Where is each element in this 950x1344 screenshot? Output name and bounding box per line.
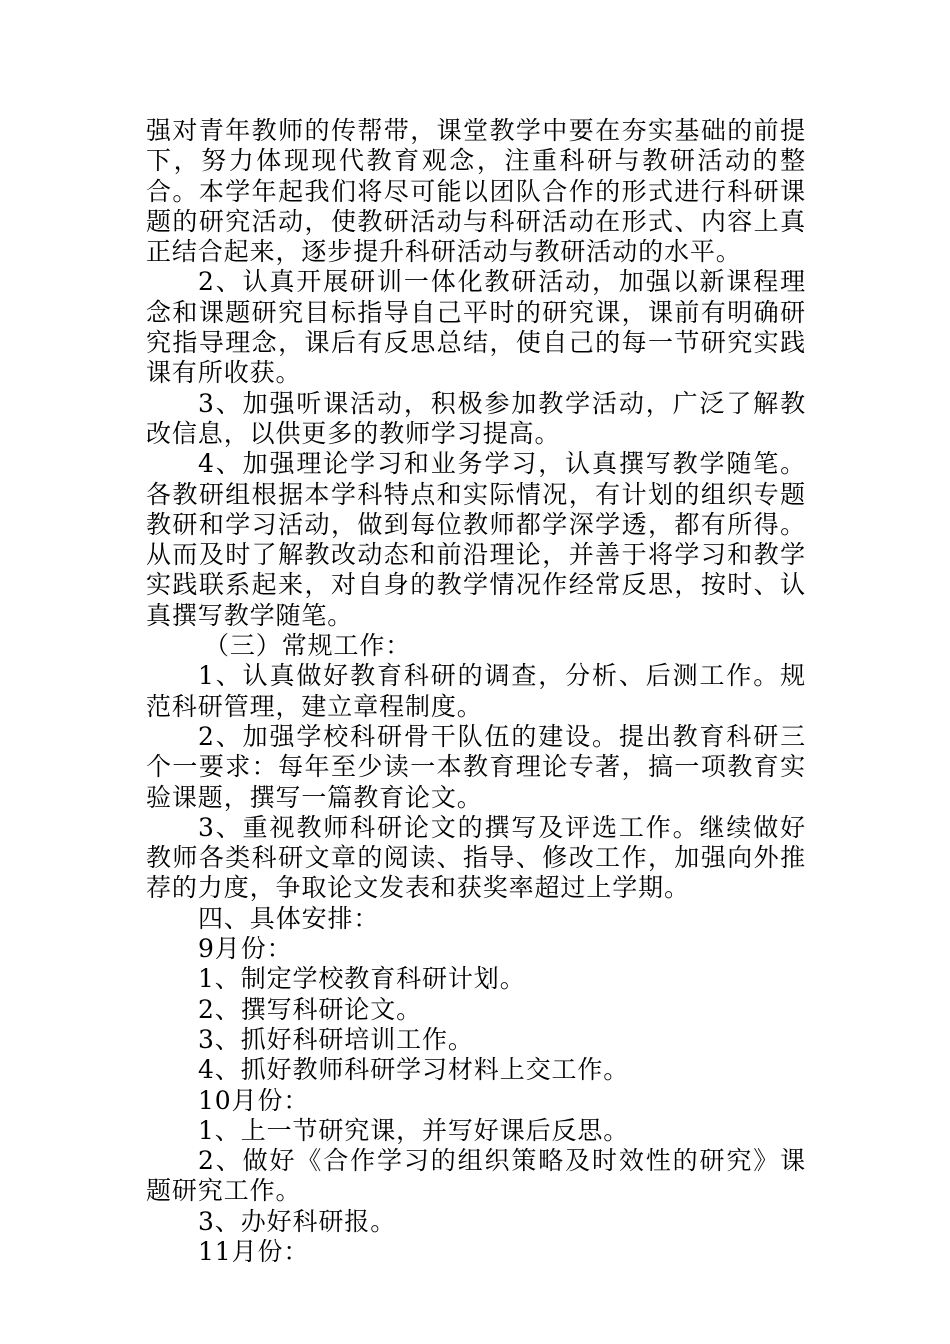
paragraph-routine-item-1: 1、认真做好教育科研的调查，分析、后测工作。规范科研管理，建立章程制度。 [146, 661, 806, 721]
october-item-2: 2、做好《合作学习的组织策略及时效性的研究》课题研究工作。 [146, 1146, 806, 1206]
document-body [146, 116, 806, 1267]
paragraph-routine-item-3: 3、重视教师科研论文的撰写及评选工作。继续做好教师各类科研文章的阅读、指导、修改工作，加强向外推荐的力度，争取论文发表和获奖率超过上学期。 [146, 812, 806, 903]
paragraph-team-research: 强对青年教师的传帮带，课堂教学中要在夯实基础的前提下，努力体现现代教育观念，注重科研与教研活动的整合。本学年起我们将尽可能以团队合作的形式进行科研课题的研究活动，使教研活动与科研活动在形式、内容上真正结合起来，逐步提升科研活动与教研活动的水平。 [146, 116, 806, 267]
section-heading-schedule: 四、具体安排： [198, 903, 380, 933]
section-heading-routine-work: （三）常规工作： [204, 631, 412, 661]
month-heading-october: 10月份： [198, 1085, 310, 1115]
october-item-1: 1、上一节研究课，并写好课后反思。 [198, 1115, 630, 1145]
month-heading-november: 11月份： [198, 1236, 310, 1266]
paragraph-item-2-training: 2、认真开展研训一体化教研活动，加强以新课程理念和课题研究目标指导自己平时的研究课，课前有明确研究指导理念，课后有反思总结，使自己的每一节研究实践课有所收获。 [146, 267, 806, 388]
paragraph-item-3-lesson-observation: 3、加强听课活动，积极参加教学活动，广泛了解教改信息，以供更多的教师学习提高。 [146, 388, 806, 448]
september-item-4: 4、抓好教师科研学习材料上交工作。 [198, 1055, 630, 1085]
paragraph-routine-item-2: 2、加强学校科研骨干队伍的建设。提出教育科研三个一要求：每年至少读一本教育理论专著，搞一项教育实验课题，撰写一篇教育论文。 [146, 721, 806, 812]
september-item-1: 1、制定学校教育科研计划。 [198, 964, 526, 994]
paragraph-item-4-theory-study: 4、加强理论学习和业务学习，认真撰写教学随笔。各教研组根据本学科特点和实际情况，有计划的组织专题教研和学习活动，做到每位教师都学深学透，都有所得。从而及时了解教改动态和前沿理论，并善于将学习和教学实践联系起来，对自身的教学情况作经常反思，按时、认真撰写教学随笔。 [146, 449, 806, 630]
month-heading-september: 9月份： [198, 934, 293, 964]
september-item-3: 3、抓好科研培训工作。 [198, 1024, 474, 1054]
september-item-2: 2、撰写科研论文。 [198, 994, 423, 1024]
october-item-3: 3、办好科研报。 [198, 1206, 397, 1236]
